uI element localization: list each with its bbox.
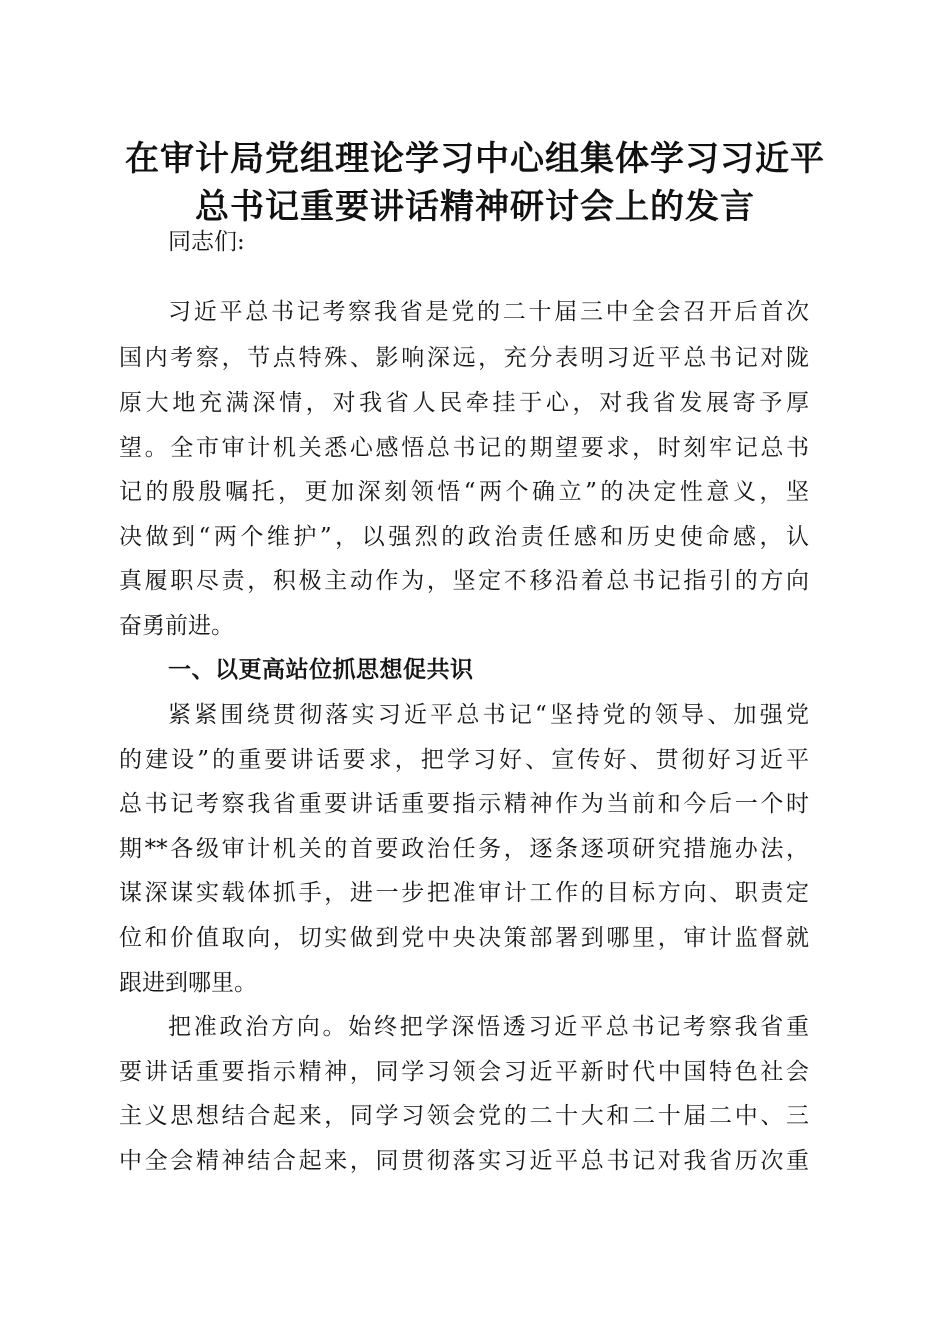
paragraph-line: 总书记考察我省重要讲话重要指示精神作为当前和今后一个时	[119, 791, 809, 817]
paragraph-line: 原大地充满深情，对我省人民牵挂于心，对我省发展寄予厚	[119, 390, 809, 416]
paragraph-line: 期**各级审计机关的首要政治任务，逐条逐项研究措施办法，	[119, 836, 809, 862]
section-heading-1: 一、以更高站位抓思想促共识	[168, 657, 474, 683]
paragraph-line: 习近平总书记考察我省是党的二十届三中全会召开后首次	[168, 299, 809, 325]
paragraph-line: 紧紧围绕贯彻落实习近平总书记“坚持党的领导、加强党	[168, 702, 809, 728]
paragraph-line: 望。全市审计机关悉心感悟总书记的期望要求，时刻牢记总书	[119, 435, 809, 461]
paragraph-line: 中全会精神结合起来，同贯彻落实习近平总书记对我省历次重	[119, 1148, 809, 1174]
document-title-line-1: 在审计局党组理论学习中心组集体学习习近平	[125, 139, 825, 179]
paragraph-line: 把准政治方向。始终把学深悟透习近平总书记考察我省重	[168, 1014, 809, 1040]
paragraph-line: 奋勇前进。	[119, 613, 234, 639]
paragraph-line: 主义思想结合起来，同学习领会党的二十大和二十届二中、三	[119, 1103, 809, 1129]
paragraph-line: 的建设”的重要讲话要求，把学习好、宣传好、贯彻好习近平	[119, 747, 809, 773]
paragraph-line: 国内考察，节点特殊、影响深远，充分表明习近平总书记对陇	[119, 345, 809, 371]
document-title-line-2: 总书记重要讲话精神研讨会上的发言	[195, 187, 755, 227]
paragraph-line: 谋深谋实载体抓手，进一步把准审计工作的目标方向、职责定	[119, 880, 809, 906]
paragraph-line: 要讲话重要指示精神，同学习领会习近平新时代中国特色社会	[119, 1059, 809, 1085]
paragraph-line: 跟进到哪里。	[119, 970, 257, 996]
salutation: 同志们:	[168, 229, 245, 255]
paragraph-line: 记的殷殷嘱托，更加深刻领悟“两个确立”的决定性意义，坚	[119, 479, 809, 505]
paragraph-line: 决做到“两个维护”，以强烈的政治责任感和历史使命感，认	[119, 524, 809, 550]
paragraph-line: 位和价值取向，切实做到党中央决策部署到哪里，审计监督就	[119, 925, 809, 951]
paragraph-line: 真履职尽责，积极主动作为，坚定不移沿着总书记指引的方向	[119, 568, 809, 594]
